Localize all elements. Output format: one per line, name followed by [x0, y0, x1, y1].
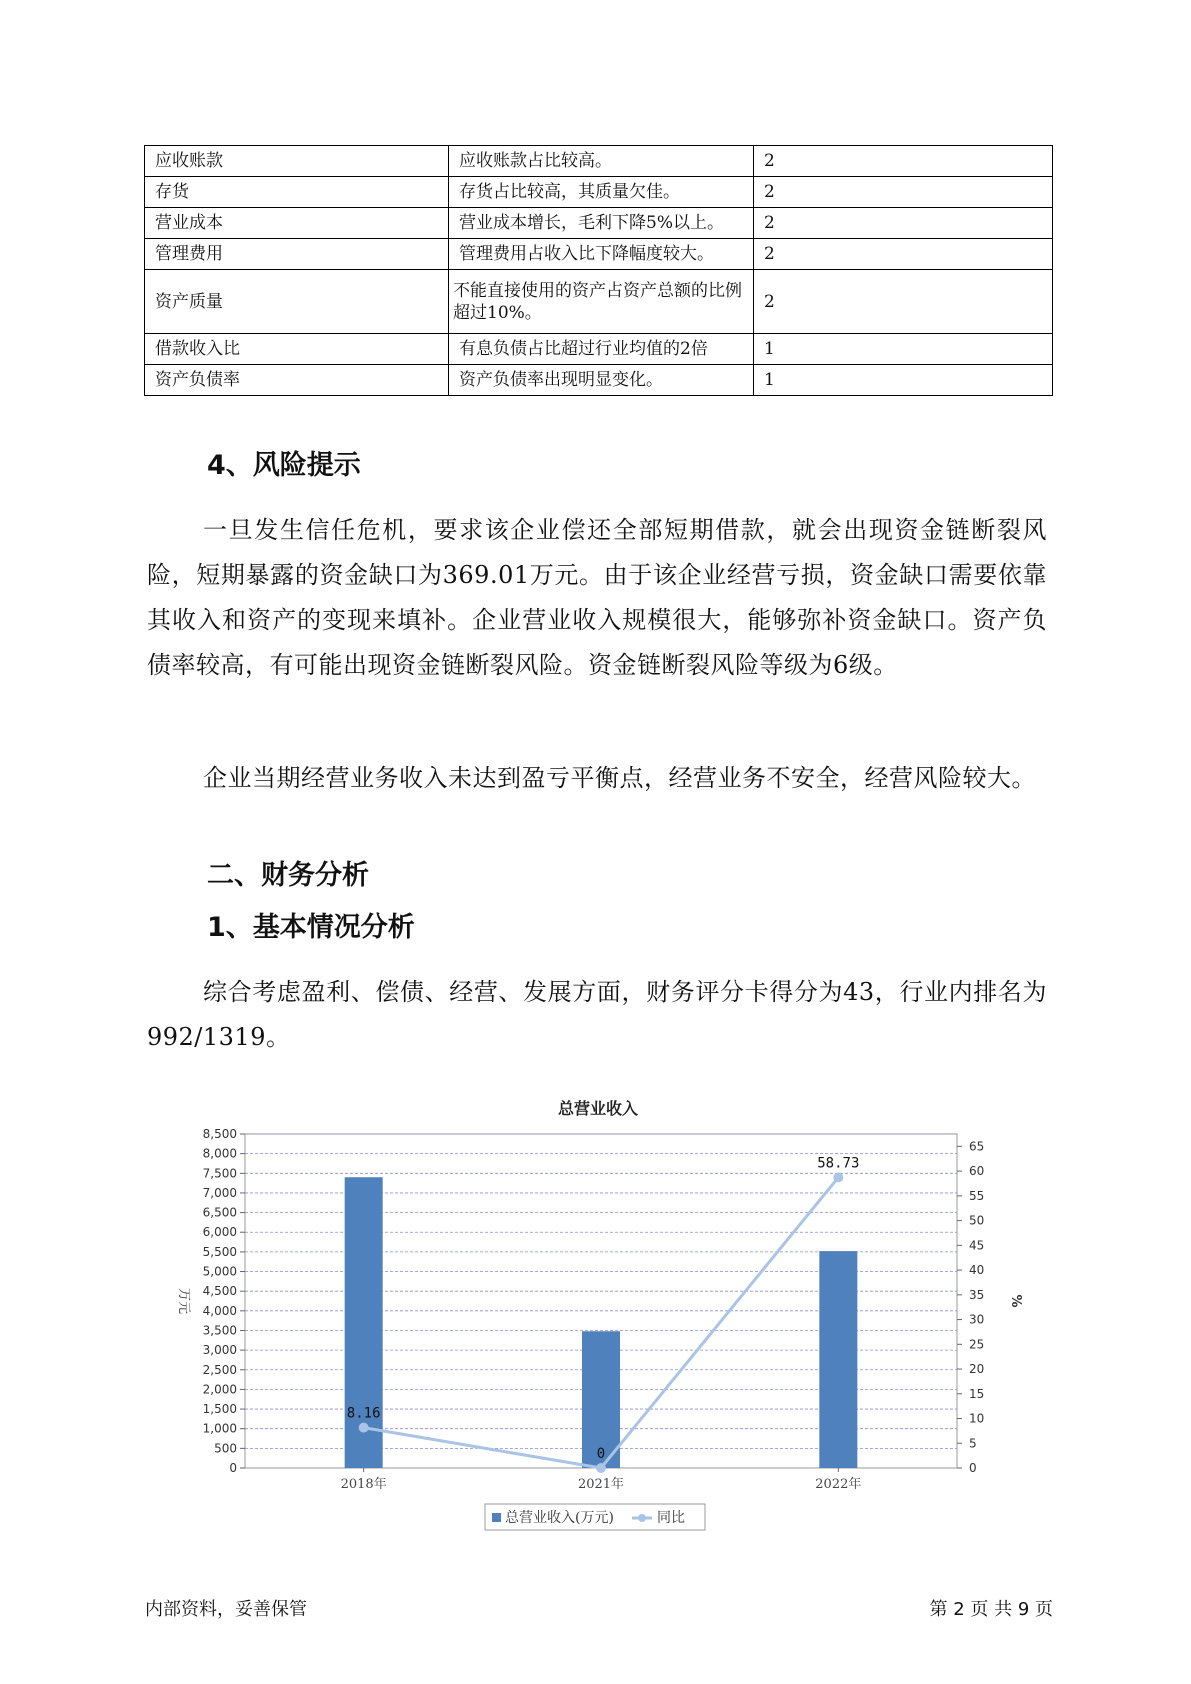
y-tick-label: 7,000 — [202, 1185, 237, 1200]
y-tick-label: 8,000 — [202, 1146, 237, 1161]
table-cell-score: 2 — [754, 177, 1053, 208]
table-cell-item: 应收账款 — [145, 146, 449, 177]
y2-tick-label: 50 — [969, 1213, 985, 1228]
revenue-chart — [170, 1090, 1023, 1550]
x-tick-label: 2021年 — [577, 1477, 625, 1492]
legend-bar-label: 总营业收入(万元) — [505, 1510, 614, 1526]
y-tick-label: 2,500 — [202, 1362, 237, 1377]
risk-indicator-table — [144, 145, 1053, 396]
table-cell-desc: 营业成本增长，毛利下降5%以上。 — [449, 208, 754, 239]
table-cell-desc: 不能直接使用的资产占资产总额的比例超过10%。 — [449, 270, 754, 334]
table-row — [145, 146, 1053, 177]
footer-page-number: 第 2 页 共 9 页 — [929, 1599, 1053, 1620]
x-tick-label: 2018年 — [340, 1477, 387, 1492]
yoy-data-label: 58.73 — [817, 1155, 860, 1172]
y2-tick-label: 65 — [969, 1139, 985, 1154]
x-tick-label: 2022年 — [815, 1477, 862, 1492]
y2-tick-label: 45 — [969, 1238, 985, 1253]
y-tick-label: 8,500 — [202, 1127, 237, 1141]
table-cell-score: 1 — [754, 365, 1053, 396]
y2-tick-label: 10 — [969, 1411, 985, 1426]
legend-bar-swatch — [492, 1513, 501, 1522]
table-row — [145, 270, 1053, 334]
y-tick-label: 5,500 — [202, 1244, 237, 1259]
y2-tick-label: 25 — [969, 1337, 985, 1352]
yoy-data-label: 8.16 — [346, 1405, 381, 1422]
table-cell-desc: 有息负债占比超过行业均值的2倍 — [449, 334, 754, 365]
subsection-heading-basic: 1、基本情况分析 — [207, 912, 415, 943]
table-row — [145, 208, 1053, 239]
risk-paragraph-1: 一旦发生信任危机，要求该企业偿还全部短期借款，就会出现资金链断裂风险，短期暴露的资金缺口为369.01万元。由于该企业经营亏损，资金缺口需要依靠其收入和资产的变现来填补。企业营业收入规模很大，能够弥补资金缺口。资产负债率较高，有可能出现资金链断裂风险。资金链断裂风险等级为6级。 — [147, 516, 1047, 679]
table-cell-item: 资产质量 — [145, 270, 449, 334]
table-cell-desc: 资产负债率出现明显变化。 — [449, 365, 754, 396]
yoy-point — [359, 1423, 369, 1433]
y-tick-label: 2,000 — [202, 1382, 237, 1397]
table-cell-score: 2 — [754, 270, 1053, 334]
table-row — [145, 239, 1053, 270]
y-tick-label: 6,000 — [202, 1225, 237, 1240]
table-cell-score: 2 — [754, 208, 1053, 239]
y-axis-label: 万元 — [176, 1287, 191, 1315]
bar — [819, 1251, 857, 1468]
y2-axis-label: % — [1008, 1294, 1023, 1308]
y2-tick-label: 5 — [969, 1436, 977, 1451]
y-tick-label: 4,500 — [202, 1284, 237, 1299]
table-cell-desc: 存货占比较高，其质量欠佳。 — [449, 177, 754, 208]
y2-tick-label: 35 — [969, 1287, 985, 1302]
finance-paragraph: 综合考虑盈利、偿债、经营、发展方面，财务评分卡得分为43，行业内排名为992/1319。 — [147, 978, 1047, 1051]
y-tick-label: 3,500 — [202, 1323, 237, 1338]
footer-confidential: 内部资料，妥善保管 — [145, 1599, 307, 1620]
yoy-point — [833, 1172, 843, 1182]
table-row — [145, 365, 1053, 396]
y2-tick-label: 20 — [969, 1362, 985, 1377]
table-cell-score: 2 — [754, 239, 1053, 270]
y2-tick-label: 15 — [969, 1386, 985, 1401]
table-cell-item: 借款收入比 — [145, 334, 449, 365]
section-heading-finance: 二、财务分析 — [207, 860, 369, 891]
table-cell-desc: 管理费用占收入比下降幅度较大。 — [449, 239, 754, 270]
section-heading-risk: 4、风险提示 — [207, 450, 361, 481]
table-cell-item: 管理费用 — [145, 239, 449, 270]
table-row — [145, 334, 1053, 365]
y-tick-label: 5,000 — [202, 1264, 237, 1279]
table-row — [145, 177, 1053, 208]
y2-tick-label: 0 — [969, 1461, 977, 1475]
y-tick-label: 7,500 — [202, 1166, 237, 1181]
legend-line-marker — [638, 1514, 646, 1522]
legend-line-label: 同比 — [657, 1510, 685, 1526]
y2-tick-label: 40 — [969, 1263, 985, 1278]
y-tick-label: 500 — [214, 1441, 237, 1456]
y-tick-label: 1,500 — [202, 1402, 237, 1417]
y2-tick-label: 30 — [969, 1312, 985, 1327]
y-tick-label: 0 — [229, 1461, 237, 1475]
table-cell-score: 1 — [754, 334, 1053, 365]
table-cell-item: 营业成本 — [145, 208, 449, 239]
y-tick-label: 1,000 — [202, 1421, 237, 1436]
table-cell-item: 资产负债率 — [145, 365, 449, 396]
y-tick-label: 4,000 — [202, 1303, 237, 1318]
y-tick-label: 6,500 — [202, 1205, 237, 1220]
chart-title: 总营业收入 — [557, 1099, 639, 1118]
table-cell-item: 存货 — [145, 177, 449, 208]
y2-tick-label: 60 — [969, 1164, 985, 1179]
risk-paragraph-2: 企业当期经营业务收入未达到盈亏平衡点，经营业务不安全，经营风险较大。 — [203, 764, 1036, 792]
y-tick-label: 3,000 — [202, 1343, 237, 1358]
yoy-point — [596, 1463, 606, 1473]
table-cell-score: 2 — [754, 146, 1053, 177]
yoy-data-label: 0 — [596, 1446, 606, 1462]
y2-tick-label: 55 — [969, 1188, 985, 1203]
table-cell-desc: 应收账款占比较高。 — [449, 146, 754, 177]
